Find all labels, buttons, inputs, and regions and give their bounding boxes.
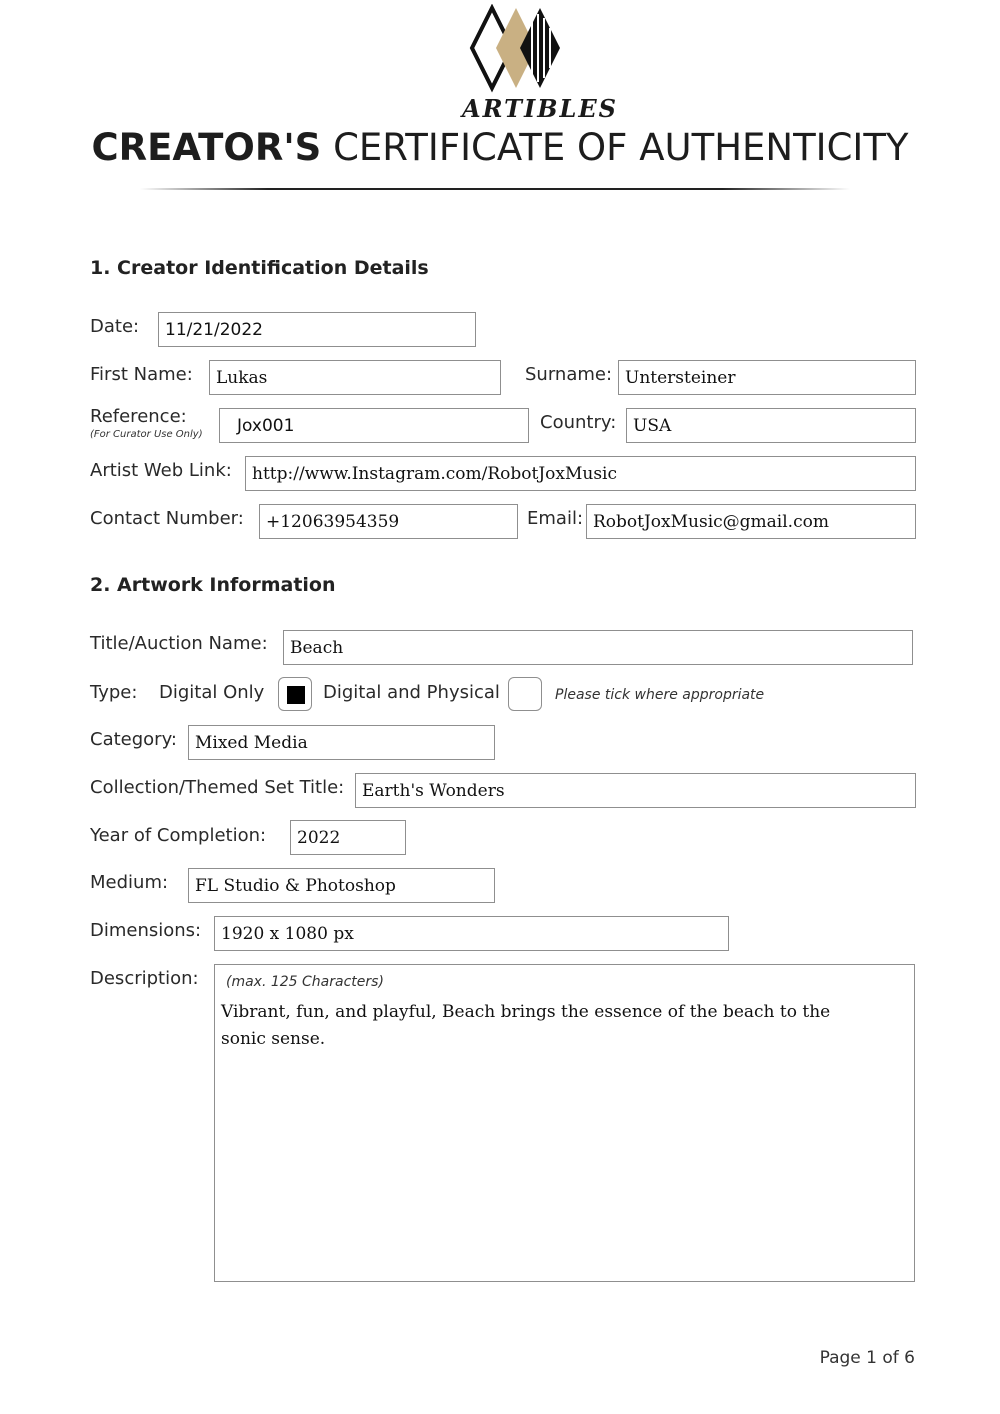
email-label: Email: [527, 508, 584, 529]
country-label: Country: [540, 412, 617, 433]
reference-sublabel: (For Curator Use Only) [90, 429, 203, 440]
web-link-field[interactable]: http://www.Instagram.com/RobotJoxMusic [245, 456, 916, 491]
title-divider [140, 188, 850, 190]
reference-field[interactable]: Jox001 [219, 408, 529, 443]
email-field[interactable]: RobotJoxMusic@gmail.com [586, 504, 916, 539]
type-label: Type: [90, 682, 138, 703]
diamond-logo-icon [458, 4, 582, 94]
country-field[interactable]: USA [626, 408, 916, 443]
title-field[interactable]: Beach [283, 630, 913, 665]
first-name-label: First Name: [90, 364, 193, 385]
dimensions-label: Dimensions: [90, 920, 202, 941]
type-option-digital-physical-label: Digital and Physical [323, 682, 500, 703]
type-note: Please tick where appropriate [555, 687, 765, 703]
checkbox-mark-icon [287, 686, 305, 704]
surname-field[interactable]: Untersteiner [618, 360, 916, 395]
description-text: Vibrant, fun, and playful, Beach brings the essence of the beach to the sonic sense. [221, 1002, 831, 1049]
contact-number-field[interactable]: +12063954359 [259, 504, 518, 539]
title-rest: CERTIFICATE OF AUTHENTICITY [333, 126, 909, 169]
medium-field[interactable]: FL Studio & Photoshop [188, 868, 495, 903]
artibles-logo [458, 4, 619, 130]
section-heading-creator: 1. Creator Identification Details [90, 257, 429, 279]
year-field[interactable]: 2022 [290, 820, 406, 855]
category-field[interactable]: Mixed Media [188, 725, 495, 760]
type-option-digital-only-label: Digital Only [159, 682, 265, 703]
collection-field[interactable]: Earth's Wonders [355, 773, 916, 808]
web-link-label: Artist Web Link: [90, 460, 232, 481]
description-field[interactable] [214, 964, 915, 1282]
digital-only-checkbox[interactable] [278, 677, 312, 711]
reference-label: Reference: [90, 406, 187, 427]
date-field[interactable]: 11/21/2022 [158, 312, 476, 347]
date-label: Date: [90, 316, 140, 337]
title-label: Title/Auction Name: [90, 633, 268, 654]
dimensions-field[interactable]: 1920 x 1080 px [214, 916, 729, 951]
year-label: Year of Completion: [90, 825, 267, 846]
digital-physical-checkbox[interactable] [508, 677, 542, 711]
page-number: Page 1 of 6 [819, 1348, 915, 1368]
description-hint: (max. 125 Characters) [226, 974, 384, 990]
surname-label: Surname: [525, 364, 613, 385]
section-heading-artwork: 2. Artwork Information [90, 574, 336, 596]
contact-number-label: Contact Number: [90, 508, 244, 529]
category-label: Category: [90, 729, 177, 750]
logo-text: ARTIBLES [462, 94, 619, 123]
certificate-title [0, 126, 1000, 169]
description-label: Description: [90, 968, 199, 989]
medium-label: Medium: [90, 872, 169, 893]
title-bold: CREATOR'S [91, 126, 322, 169]
collection-label: Collection/Themed Set Title: [90, 777, 345, 798]
first-name-field[interactable]: Lukas [209, 360, 501, 395]
